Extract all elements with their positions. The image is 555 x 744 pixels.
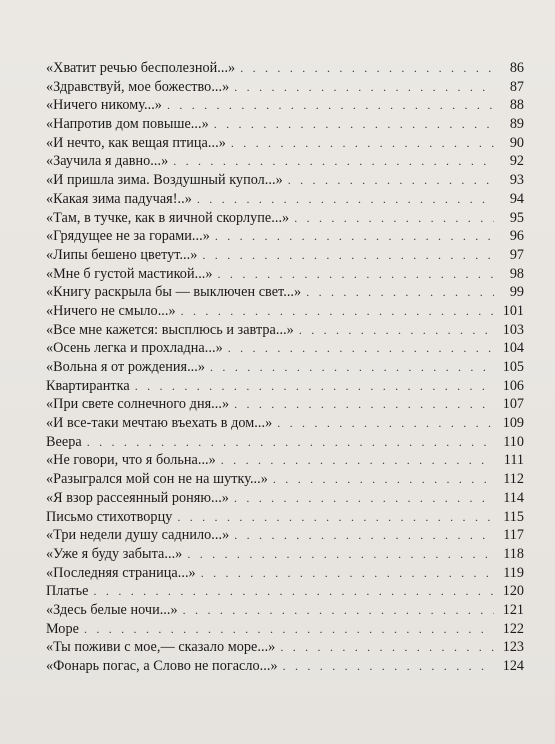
toc-leader-dots	[84, 620, 494, 639]
toc-leader-dots	[273, 470, 494, 489]
toc-leader-dots	[94, 582, 494, 601]
toc-leader-dots	[214, 115, 494, 134]
toc-entry	[46, 377, 524, 396]
toc-entry-page: 115	[503, 508, 524, 525]
toc-entry-page: 119	[503, 564, 524, 581]
toc-leader-dots	[210, 358, 494, 377]
toc-leader-dots	[183, 601, 494, 620]
toc-entry	[46, 526, 524, 545]
table-of-contents	[0, 59, 524, 676]
toc-entry-title: «Уже я буду забыта...»	[46, 545, 183, 562]
toc-entry	[46, 190, 524, 209]
toc-entry	[46, 582, 524, 601]
toc-entry	[46, 470, 524, 489]
toc-entry-page: 96	[509, 228, 524, 245]
toc-leader-dots	[197, 190, 494, 209]
toc-entry-page: 90	[509, 134, 524, 151]
toc-entry-title: «Мне б густой мастикой...»	[46, 265, 213, 282]
toc-entry-page: 95	[509, 209, 524, 226]
toc-entry-page: 111	[503, 452, 524, 469]
toc-entry	[46, 227, 524, 246]
toc-leader-dots	[181, 302, 494, 321]
toc-entry-title: «Я взор рассеянный роняю...»	[46, 489, 229, 506]
toc-entry	[46, 321, 524, 340]
toc-leader-dots	[283, 657, 494, 676]
toc-entry-title: «Липы бешено цветут...»	[46, 246, 198, 263]
toc-entry	[46, 115, 524, 134]
toc-entry-title: «Грядущее не за горами...»	[46, 228, 210, 245]
toc-leader-dots	[221, 451, 494, 470]
toc-entry	[46, 601, 524, 620]
toc-leader-dots	[187, 545, 494, 564]
toc-leader-dots	[231, 134, 494, 153]
toc-entry	[46, 414, 524, 433]
toc-entry-page: 86	[509, 60, 524, 76]
toc-leader-dots	[234, 78, 494, 97]
toc-entry	[46, 638, 524, 657]
toc-entry	[46, 265, 524, 284]
toc-entry-title: «Здесь белые ночи...»	[46, 601, 178, 618]
toc-entry-page: 92	[509, 153, 524, 170]
toc-entry	[46, 209, 524, 228]
toc-entry	[46, 433, 524, 452]
toc-entry-page: 101	[502, 302, 524, 319]
toc-leader-dots	[202, 246, 494, 265]
toc-entry-title: «Заучила я давно...»	[46, 153, 169, 170]
toc-leader-dots	[299, 321, 494, 340]
toc-leader-dots	[288, 171, 494, 190]
toc-entry-title: «Осень легка и прохладна...»	[46, 340, 223, 357]
toc-entry-title: «При свете солнечного дня...»	[46, 396, 230, 413]
toc-entry-page: 98	[509, 265, 524, 282]
toc-entry	[46, 96, 524, 115]
toc-leader-dots	[240, 59, 494, 78]
toc-entry-page: 109	[502, 415, 524, 432]
toc-entry	[46, 302, 524, 321]
toc-entry-page: 117	[503, 527, 524, 544]
toc-entry-page: 94	[509, 190, 524, 207]
toc-entry	[46, 489, 524, 508]
toc-leader-dots	[87, 433, 494, 452]
toc-entry	[46, 358, 524, 377]
toc-leader-dots	[215, 227, 494, 246]
toc-entry-title: «Разыгрался мой сон не на шутку...»	[46, 471, 268, 488]
toc-entry-page: 121	[502, 601, 524, 618]
toc-entry-title: «Последняя страница...»	[46, 564, 196, 581]
toc-entry-title: «Все мне кажется: высплюсь и завтра...»	[46, 321, 294, 338]
toc-entry-page: 89	[509, 116, 524, 133]
toc-entry-page: 105	[502, 359, 524, 375]
toc-entry-title: Платье	[46, 583, 89, 600]
toc-leader-dots	[294, 209, 494, 228]
toc-entry-title: «Книгу раскрыла бы — выключен свет...»	[46, 284, 302, 301]
toc-entry-title: «Три недели душу саднило...»	[46, 527, 230, 544]
toc-entry-page: 114	[503, 489, 524, 506]
toc-entry	[46, 564, 524, 583]
toc-entry	[46, 545, 524, 564]
toc-leader-dots	[167, 96, 494, 115]
toc-entry-page: 103	[502, 321, 524, 338]
toc-leader-dots	[234, 489, 494, 508]
toc-entry-title: «И пришла зима. Воздушный купол...»	[46, 172, 283, 189]
toc-entry-title: «И все-таки мечтаю въехать в дом...»	[46, 415, 273, 432]
toc-entry-page: 110	[503, 433, 524, 450]
toc-entry	[46, 451, 524, 470]
toc-entry	[46, 620, 524, 639]
toc-entry	[46, 134, 524, 153]
toc-entry-title: «Какая зима падучая!..»	[46, 190, 192, 207]
toc-entry-title: «Ничего не смыло...»	[46, 302, 176, 319]
toc-leader-dots	[201, 564, 494, 583]
toc-entry-page: 97	[509, 246, 524, 263]
toc-entry-page: 112	[503, 471, 524, 488]
toc-entry-page: 88	[509, 97, 524, 114]
toc-entry-page: 104	[502, 340, 524, 357]
toc-entry-title: «Ты поживи с мое,— сказало море...»	[46, 639, 276, 656]
toc-leader-dots	[135, 377, 494, 396]
toc-entry	[46, 283, 524, 302]
toc-entry-title: «Фонарь погас, а Слово не погасло...»	[46, 658, 278, 674]
toc-leader-dots	[277, 414, 494, 433]
toc-entry-title: «Не говори, что я больна...»	[46, 452, 216, 469]
toc-entry-title: «Там, в тучке, как в яичной скорлупе...»	[46, 209, 290, 226]
toc-entry	[46, 508, 524, 527]
toc-entry-title: «Напротив дом повыше...»	[46, 116, 209, 133]
toc-entry-page: 122	[502, 620, 524, 637]
toc-leader-dots	[280, 638, 494, 657]
toc-leader-dots	[306, 283, 494, 302]
toc-entry	[46, 59, 524, 78]
toc-leader-dots	[218, 265, 494, 284]
toc-entry	[46, 246, 524, 265]
toc-leader-dots	[228, 339, 494, 358]
toc-entry-page: 106	[502, 377, 524, 394]
toc-entry	[46, 78, 524, 97]
toc-entry-title: Письмо стихотворцу	[46, 508, 173, 525]
toc-entry-title: Квартирантка	[46, 377, 130, 394]
toc-entry	[46, 339, 524, 358]
toc-entry-page: 87	[509, 78, 524, 95]
toc-entry	[46, 152, 524, 171]
toc-entry-title: «Здравствуй, мое божество...»	[46, 78, 230, 95]
toc-entry-page: 93	[509, 172, 524, 189]
toc-entry	[46, 171, 524, 190]
toc-entry	[46, 657, 524, 676]
toc-entry-page: 123	[502, 639, 524, 656]
toc-leader-dots	[234, 395, 494, 414]
toc-entry-page: 124	[502, 658, 524, 674]
toc-entry-title: «Ничего никому...»	[46, 97, 162, 114]
toc-entry	[46, 395, 524, 414]
toc-entry-page: 118	[503, 545, 524, 562]
toc-entry-title: «Хватит речью бесполезной...»	[46, 60, 236, 76]
toc-entry-title: Веера	[46, 433, 82, 450]
toc-entry-title: Море	[46, 620, 79, 637]
toc-entry-title: «И нечто, как вещая птица...»	[46, 134, 226, 151]
toc-entry-page: 99	[509, 284, 524, 301]
toc-entry-page: 107	[502, 396, 524, 413]
toc-leader-dots	[234, 526, 494, 545]
toc-entry-title: «Вольна я от рождения...»	[46, 359, 206, 375]
toc-leader-dots	[177, 508, 494, 527]
toc-leader-dots	[173, 152, 494, 171]
toc-entry-page: 120	[502, 583, 524, 600]
